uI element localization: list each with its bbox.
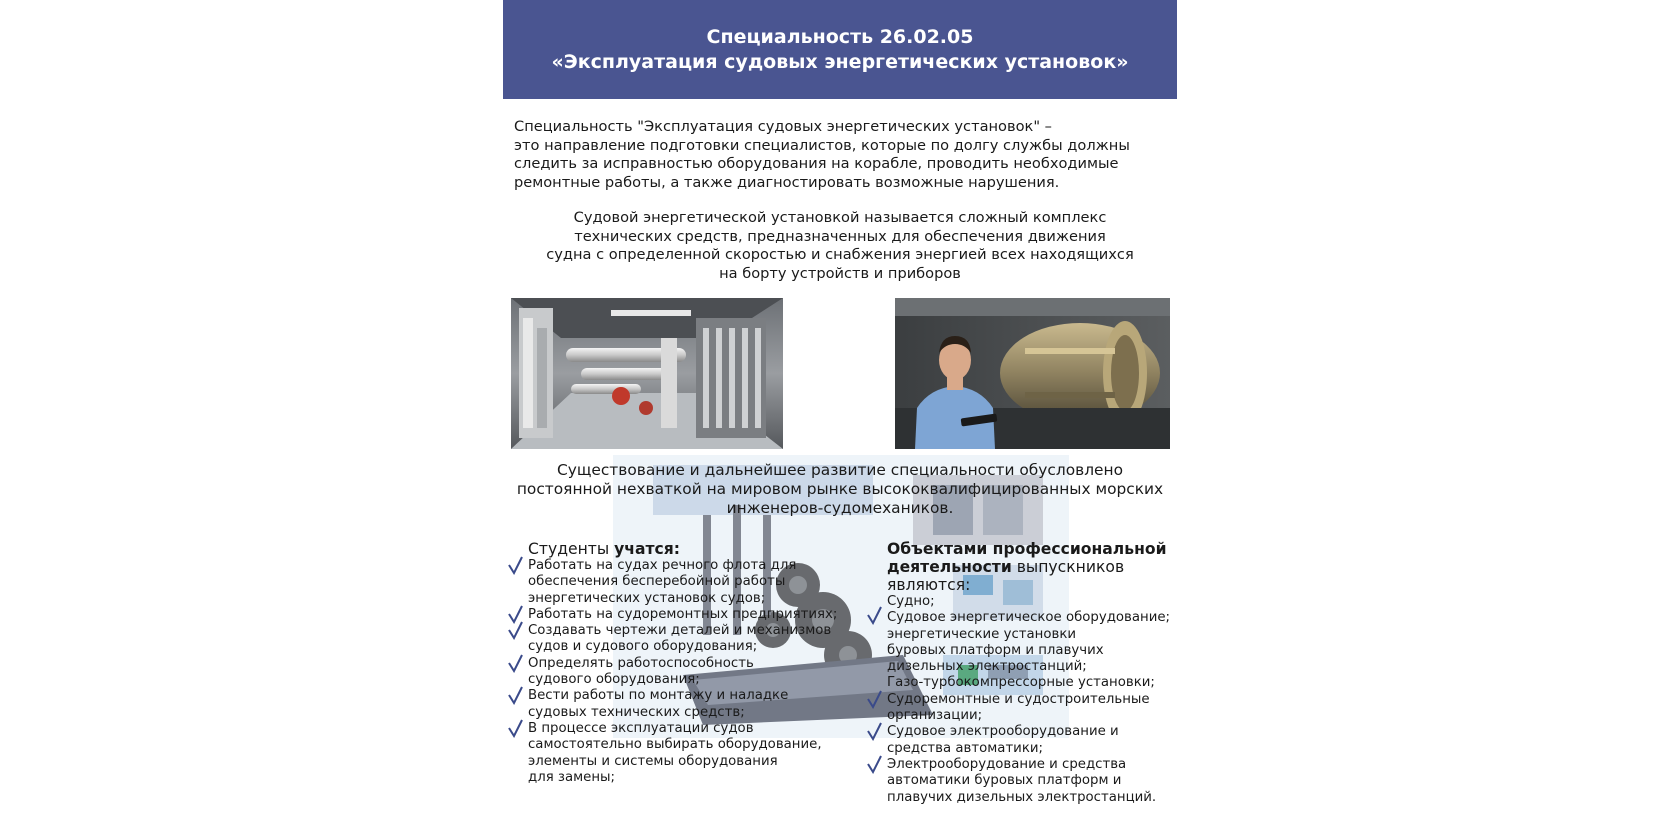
objects-title-line-3: являются: — [887, 576, 971, 594]
objects-title — [887, 540, 1170, 594]
checkmark-icon — [508, 686, 523, 705]
title-banner — [503, 0, 1177, 99]
intro-line: ремонтные работы, а также диагностировать возможные нарушения. — [514, 173, 1060, 191]
list-item-line: Работать на судоремонтных предприятиях; — [528, 606, 838, 622]
reason-paragraph — [503, 461, 1177, 518]
definition-paragraph — [503, 209, 1177, 283]
checkmark-icon — [867, 722, 882, 741]
list-item-line: судовых технических средств; — [528, 704, 745, 720]
checkmark-icon — [867, 755, 882, 774]
intro-line: следить за исправностью оборудования на корабле, проводить необходимые — [514, 155, 1119, 172]
students-title — [528, 540, 837, 558]
intro-line: Специальность "Эксплуатация судовых энергетических установок" – — [514, 118, 1052, 135]
list-item — [528, 656, 837, 689]
list-item-line: Газо-турбокомпрессорные установки; — [887, 675, 1155, 691]
list-item-line: дизельных электростанций; — [887, 659, 1087, 675]
list-item-line: средства автоматики; — [887, 740, 1043, 756]
students-title-plain: Студенты — [528, 540, 615, 558]
list-item-line: Создавать чертежи деталей и механизмов — [528, 623, 832, 639]
list-item — [528, 721, 837, 786]
definition-line: Судовой энергетической установкой называется сложный комплекс — [573, 209, 1107, 226]
checkmark-icon — [508, 719, 523, 738]
list-item — [887, 757, 1170, 806]
checkmark-icon — [508, 556, 523, 575]
list-item — [887, 692, 1170, 725]
intro-line: это направление подготовки специалистов, которые по долгу службы должны — [514, 136, 1130, 154]
list-item — [887, 594, 1170, 692]
definition-line: технических средств, предназначенных для обеспечения движения — [574, 227, 1106, 245]
intro-paragraph — [514, 118, 1174, 192]
list-item-line: для замены; — [528, 769, 616, 785]
list-item-line: Вести работы по монтажу и наладке — [528, 688, 789, 704]
students-title-bold: учатся: — [614, 540, 681, 558]
list-item-line: Судоремонтные и судостроительные — [887, 691, 1150, 707]
checkmark-icon — [867, 606, 882, 625]
students-learn-section — [528, 540, 837, 786]
reason-line: Существование и дальнейшее развитие специальности обусловлено — [557, 461, 1123, 479]
checkmark-icon — [508, 654, 523, 673]
definition-line: судна с определенной скоростью и снабжения энергией всех находящихся — [546, 246, 1134, 263]
list-item-line: энергетических установок судов; — [528, 590, 766, 606]
reason-line: постоянной нехваткой на мировом рынке высококвалифицированных морских — [516, 480, 1164, 498]
list-item-line: Судовое энергетическое оборудование; — [887, 610, 1171, 626]
list-item-line: элементы и системы оборудования — [528, 753, 778, 769]
list-item-line: самостоятельно выбирать оборудование, — [528, 737, 822, 753]
reason-line: инженеров-судомехаников. — [726, 499, 954, 517]
list-item-line: буровых платформ и плавучих — [887, 642, 1104, 658]
list-item — [528, 558, 837, 607]
list-item-line: судового оборудования; — [528, 672, 700, 688]
objects-title-bold-2: деятельности — [887, 558, 1012, 576]
title-line-1: Специальность 26.02.05 — [706, 26, 974, 48]
list-item — [887, 724, 1170, 757]
checkmark-icon — [867, 690, 882, 709]
list-item — [528, 607, 837, 623]
list-item-line: В процессе эксплуатации судов — [528, 720, 754, 736]
list-item-line: автоматики буровых платформ и — [887, 773, 1122, 789]
list-item-line: Работать на судах речного флота для — [528, 558, 797, 573]
document-page — [503, 0, 1177, 840]
engineer-turbine-photo — [895, 298, 1170, 449]
list-item — [528, 688, 837, 721]
objects-title-plain-2: выпускников — [1011, 558, 1125, 576]
objects-title-line-1: Объектами профессиональной — [887, 540, 1167, 558]
list-item-line: обеспечения бесперебойной работы — [528, 574, 786, 590]
list-item-line: плавучих дизельных электростанций. — [887, 789, 1157, 805]
engine-room-photo — [511, 298, 783, 449]
list-item-line: Судовое электрооборудование и — [887, 724, 1119, 740]
definition-line: на борту устройств и приборов — [719, 264, 961, 282]
list-item-line: Электрооборудование и средства — [887, 756, 1127, 772]
list-item-line: организации; — [887, 708, 983, 724]
title-line-2: «Эксплуатация судовых энергетических установок» — [551, 51, 1129, 73]
list-item — [528, 623, 837, 656]
list-item-line: судов и судового оборудования; — [528, 639, 758, 655]
list-item-line: Определять работоспособность — [528, 655, 754, 671]
list-item-line: энергетические установки — [887, 626, 1077, 642]
professional-objects-section — [887, 540, 1170, 806]
list-item-line: Судно; — [887, 594, 935, 609]
checkmark-icon — [508, 621, 523, 640]
